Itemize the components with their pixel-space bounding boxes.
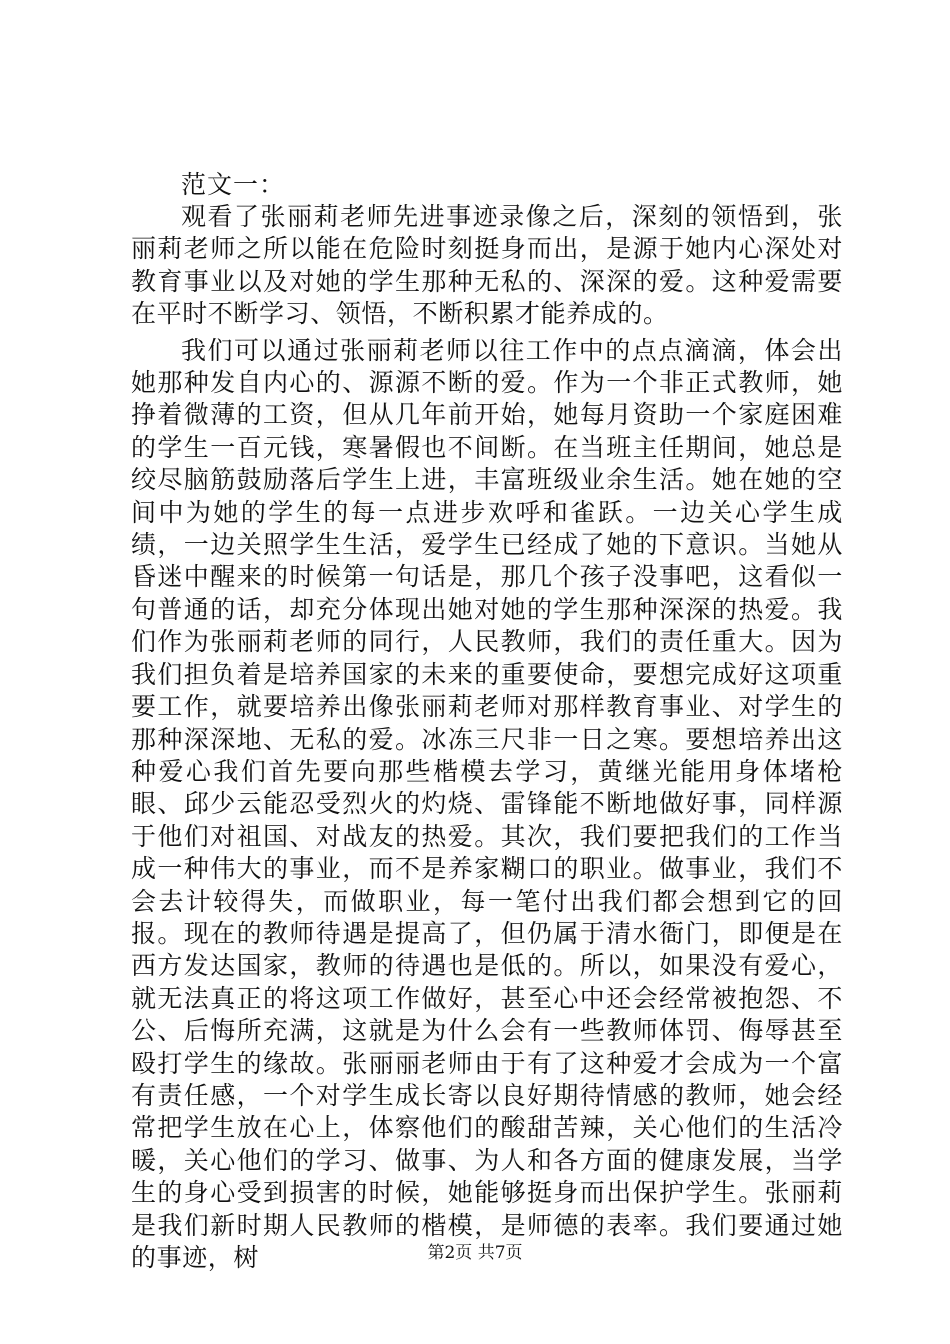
paragraph-1: 观看了张丽莉老师先进事迹录像之后，深刻的领悟到，张丽莉老师之所以能在危险时刻挺身而出，是源于她内心深处对教育事业以及对她的学生那种无私的、深深的爱。这种爱需要在平时不断学习、领悟，不断积累才能养成的。	[131, 202, 843, 329]
page-footer: 第2页 共7页	[427, 1243, 523, 1263]
section-heading: 范文一：	[181, 170, 286, 199]
paragraph-2: 我们可以通过张丽莉老师以往工作中的点点滴滴，体会出她那种发自内心的、源源不断的爱。作为一个非正式教师，她挣着微薄的工资，但从几年前开始，她每月资助一个家庭困难的学生一百元钱，寒暑假也不间断。在当班主任期间，她总是绞尽脑筋鼓励落后学生上进，丰富班级业余生活。她在她的空间中为她的学生的每一点进步欢呼和雀跃。一边关心学生成绩，一边关照学生生活，爱学生已经成了她的下意识。当她从昏迷中醒来的时候第一句话是，那几个孩子没事吧，这看似一句普通的话，却充分体现出她对她的学生那种深深的热爱。我们作为张丽莉老师的同行，人民教师，我们的责任重大。因为我们担负着是培养国家的未来的重要使命，要想完成好这项重要工作，就要培养出像张丽莉老师对那样教育事业、对学生的那种深深地、无私的爱。冰冻三尺非一日之寒。要想培养出这种爱心我们首先要向那些楷模去学习，黄继光能用身体堵枪眼、邱少云能忍受烈火的灼烧、雷锋能不断地做好事，同样源于他们对祖国、对战友的热爱。其次，我们要把我们的工作当成一种伟大的事业，而不是养家糊口的职业。做事业，我们不会去计较得失，而做职业，每一笔付出我们都会想到它的回报。现在的教师待遇是提高了，但仍属于清水衙门，即便是在西方发达国家，教师的待遇也是低的。所以，如果没有爱心，就无法真正的将这项工作做好，甚至心中还会经常被抱怨、不公、后悔所充满，这就是为什么会有一些教师体罚、侮辱甚至殴打学生的缘故。张丽丽老师由于有了这种爱才会成为一个富有责任感，一个对学生成长寄以良好期待情感的教师，她会经常把学生放在心上，体察他们的酸甜苦辣，关心他们的生活冷暖，关心他们的学习、做事、为人和各方面的健康发展，当学生的身心受到损害的时候，她能够挺身而出保护学生。张丽莉是我们新时期人民教师的楷模，是师德的表率。我们要通过她的事迹，树	[131, 335, 843, 1272]
document-body	[131, 169, 843, 1274]
